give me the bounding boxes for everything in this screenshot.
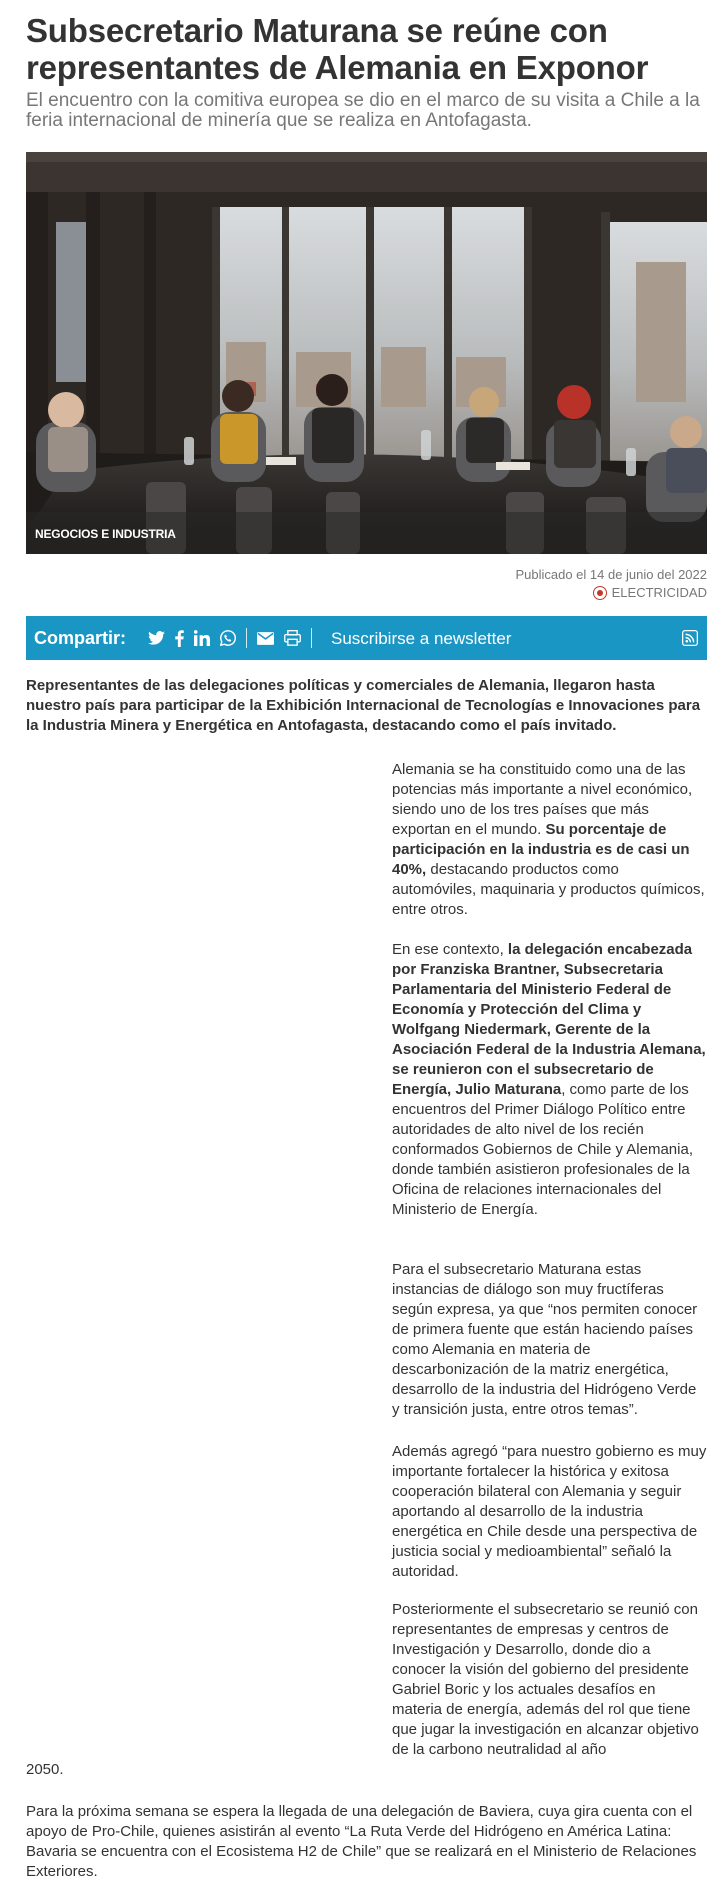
photo-category-overlay bbox=[26, 512, 707, 554]
paragraph-5: Posteriormente el subsecretario se reunió con representantes de empresas y centros de Investigación y Desarrollo, donde dio a conocer la visión del gobierno del presidente Gabriel Boric y los actuales desafíos en materia de energía, además del rol que tiene que jugar la investigación en alcanzar objetivo de la carbono neutralidad al año bbox=[392, 1601, 699, 1758]
print-icon[interactable] bbox=[284, 628, 301, 648]
paragraph-3: Para el subsecretario Maturana estas instancias de diálogo son muy fructíferas según expresa, ya que “nos permiten conocer de primera fuente que están haciendo países como Alemania en materia de descarbonización de la matriz energética, desarrollo de la industria del Hidrógeno Verde y transición justa, entre otros temas”. bbox=[392, 1261, 698, 1418]
article-photo bbox=[26, 152, 707, 554]
category-tag[interactable] bbox=[593, 585, 707, 600]
meeting-photo-illustration bbox=[26, 152, 707, 554]
article-title: Subsecretario Maturana se reúne con representantes de Alemania en Exponor bbox=[26, 12, 649, 86]
email-icon[interactable] bbox=[257, 628, 274, 648]
share-label: Compartir: bbox=[34, 628, 127, 648]
paragraph-4: Además agregó “para nuestro gobierno es muy importante fortalecer la histórica y exitosa cooperación bilateral con Alemania y seguir aportando al desarrollo de la industria energética en Chile desde una perspectiva de justicia social y medioambiental” señaló la autoridad. bbox=[392, 1443, 707, 1580]
facebook-icon[interactable] bbox=[175, 628, 184, 648]
paragraph-2: En ese contexto, la delegación encabezada por Franziska Brantner, Subsecretaria Parlamentaria del Ministerio Federal de Economía y Protección del Clima y Wolfgang Niedermark, Gerente de la Asociación Federal de la Industria Alemana, se reunieron con el subsecretario de Energía, Julio Maturana, como parte de los encuentros del Primer Diálogo Político entre autoridades de alto nivel de los recién conformados Gobiernos de Chile y Alemania, donde también asistieron profesionales de la Oficina de relaciones internacionales del Ministerio de Energía. bbox=[392, 941, 706, 1218]
share-bar bbox=[26, 616, 707, 660]
published-date: Publicado el 14 de junio del 2022 bbox=[515, 567, 707, 582]
share-icons bbox=[148, 628, 322, 648]
twitter-icon[interactable] bbox=[148, 628, 165, 648]
category-label[interactable]: ELECTRICIDAD bbox=[611, 585, 707, 600]
paragraph-5-tail: 2050. bbox=[26, 1761, 64, 1778]
whatsapp-icon[interactable] bbox=[220, 628, 236, 648]
paragraph-6: Para la próxima semana se espera la llegada de una delegación de Baviera, cuya gira cuenta con el apoyo de Pro-Chile, quienes asistirán al evento “La Ruta Verde del Hidrógeno en América Latina: Bavaria se encuentra con el Ecosistema H2 de Chile” que se realizará en el Ministerio de Relaciones Exteriores. bbox=[26, 1803, 697, 1880]
share-divider bbox=[311, 628, 312, 648]
newsletter-link[interactable]: Suscribirse a newsletter bbox=[331, 629, 512, 648]
share-divider bbox=[246, 628, 247, 648]
linkedin-icon[interactable] bbox=[194, 628, 210, 648]
category-dot-icon bbox=[593, 586, 607, 600]
article-subtitle: El encuentro con la comitiva europea se dio en el marco de su visita a Chile a la feria internacional de minería que se realiza en Antofagasta. bbox=[26, 90, 700, 131]
photo-category-label[interactable]: NEGOCIOS E INDUSTRIA bbox=[35, 527, 176, 541]
article-lead: Representantes de las delegaciones políticas y comerciales de Alemania, llegaron hasta nuestro país para participar de la Exhibición Internacional de Tecnologías e Innovaciones para la Industria Minera y Energética en Antofagasta, destacando como el país invitado. bbox=[26, 677, 701, 734]
paragraph-1: Alemania se ha constituido como una de las potencias más importante a nivel económico, siendo uno de los tres países que más exportan en el mundo. Su porcentaje de participación en la industria es de casi un 40%, destacando productos como automóviles, maquinaria y productos químicos, entre otros. bbox=[392, 761, 705, 918]
rss-icon[interactable] bbox=[682, 630, 698, 651]
